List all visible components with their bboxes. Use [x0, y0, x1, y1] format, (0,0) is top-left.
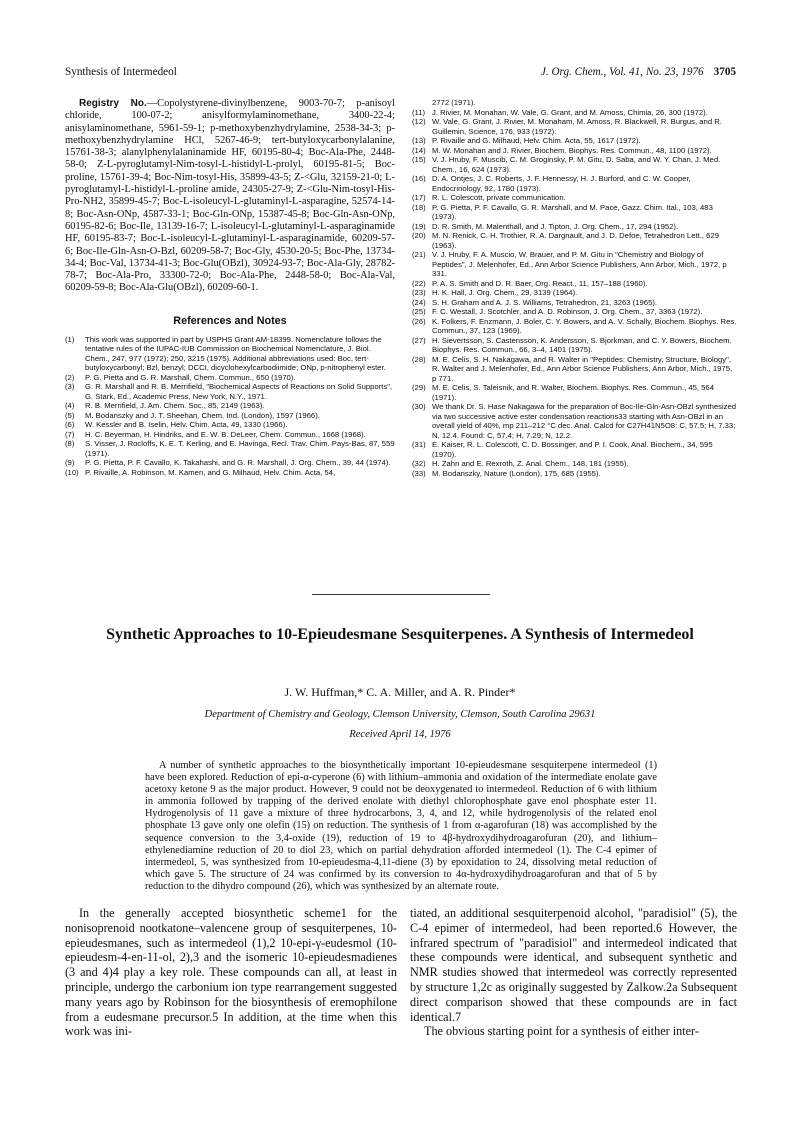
reference-item [65, 382, 395, 401]
reference-number: (2) [65, 372, 75, 382]
reference-text: W. Vale, G. Grant, J. Rivier, M. Monaham, M. Amoss, R. Blackwell, R. Burgus, and R. Guillemin, Science, 176, 933 (1972). [432, 117, 722, 136]
page-number: 3705 [713, 66, 736, 78]
reference-item [412, 250, 737, 279]
reference-text: P. Rivaille and G. Milhaud, Helv. Chim. Acta, 55, 1617 (1972). [432, 136, 641, 145]
section-divider [312, 594, 490, 595]
reference-item [412, 108, 737, 118]
reference-number: (4) [65, 401, 75, 411]
reference-number: (26) [412, 316, 426, 326]
reference-item [412, 155, 737, 174]
reference-text: W. Kessler and B. Iselin, Helv. Chim. Acta, 49, 1330 (1966). [85, 420, 288, 430]
reference-number: (6) [65, 420, 75, 430]
reference-number: (21) [412, 250, 426, 259]
reference-text: H. Sievertsson, S. Castensson, K. Andersson, S. Bjorkman, and C. Y. Bowers, Biochem. Biophys. Res. Commun., 66, 3–4, 1401 (1975). [432, 335, 732, 354]
reference-text: 2772 (1971). [432, 98, 476, 107]
page-header [65, 66, 736, 82]
reference-text: M. E. Celis, S. H. Nakagawa, and R. Walter in "Peptides: Chemistry, Structure, Biology", R. Walter and J. Melenhofer, Ed., Ann Arbor Science Publishers, Ann Arbor, Mich., 1975, p 771. [432, 354, 733, 383]
reference-number: (5) [65, 410, 75, 420]
reference-number: (25) [412, 307, 426, 316]
reference-text: S. H. Graham and A. J. S. Williams, Tetrahedron, 21, 3263 (1965). [432, 297, 658, 307]
reference-number: (23) [412, 288, 426, 297]
reference-item [65, 373, 395, 383]
reference-text: M. N. Renick, C. H. Trothier, R. A. Dargnault, and J. D. Defoe, Tetrahedron Lett., 629 (1963). [432, 231, 719, 250]
reference-text: P. G. Pietta and G. R. Marshall, Chem. Commun., 650 (1970). [85, 372, 296, 382]
body-paragraph: The obvious starting point for a synthesis of either inter- [424, 1024, 699, 1039]
registry-text: —Copolystyrene-divinylbenzene, 9003-70-7; p-anisoyl chloride, 100-07-2; anisylformylaminomethane, 3400-22-4; anisylaminomethane, 5961-59-1; p-methoxybenzhydrylamine, 2538-34-3; p-methoxybenzhydrylamine HCl, 5267-46-9; tert-butyloxycarbonylalanine, 15761-38-3; alanylphenylalaninamide HF, 60195-80-4; Boc-Ala-Phe, 2448-58-0; Z-L-pyroglutamyl-Nim-tosyl-L-histidyl-L-prolyl, 60195-81-5; Boc-proline, 15761-39-4; Boc-Nim-tosyl-His, 35899-43-5; Z-<Glu, 32159-21-0; L-pyroglutamyl-L-histidyl-L-proline amide, 24305-27-9; Z-<Glu-Nim-tosyl-His-Pro-NH2, 35899-45-7; Boc-L-isoleucyl-L-glutaminyl-L-asparagine, 52574-14-8; Boc-Asn-ONp, 4587-33-1; Boc-Gln-ONp, 15387-45-8; Boc-Gln-Asn-ONp, 60195-82-6; Boc-Ile, 13139-16-7; L-isoleucyl-L-glutaminyl-L-asparaginamide HF, 60195-83-7; Boc-L-isoleucyl-L-glutaminyl-L-asparaginamide, 60209-57-6; Boc-Ile-Gln-Asn-O-Bzl, 60209-58-7; Boc-Gly, 4530-20-5; Boc-Phe, 13734-34-4; Boc-Val, 13734-41-3; Boc-Glu(OBzl), 30924-93-7; Boc-Ala-Gly, 28782-78-7; Boc-Ala-Pro, 33300-72-0; Boc-Ala-Phe, 2448-58-0; Boc-Ala-Val, 60209-59-8; Boc-Ala-Glu(OBzl), 60209-60-1. [65, 98, 395, 294]
running-title: Synthesis of Intermedeol [65, 66, 177, 78]
reference-number: (8) [65, 439, 75, 449]
reference-text: G. R. Marshall and R. B. Merrifield, "Biochemical Aspects of Reactions on Solid Supports", G. Stark, Ed., Academic Press, New York, N.Y., 1971. [85, 382, 393, 401]
reference-text: M. E. Celis, S. Taleisnik, and R. Walter, Biochem. Biophys. Res. Commun., 45, 564 (1971). [432, 383, 714, 402]
reference-text: S. Visser, J. Rocloffs, K. E. T. Kerling, and E. Havinga, Recl. Trav. Chim. Pays-Bas, 87, 559 (1971). [85, 439, 395, 458]
reference-text: V. J. Hruby, F. A. Muscio, W. Brauer, and P. M. Gitu in "Chemistry and Biology of Peptides", J. Melenhofer, Ed., Ann Arbor Science Publishers, Ann Arbor, Mich., 1972, p 331. [432, 250, 727, 278]
registry-numbers [65, 98, 395, 295]
article-abstract: A number of synthetic approaches to the biosynthetically important 10-epieudesmane sesquiterpene intermedeol (1) have been explored. Reduction of epi-α-cyperone (6) with lithium–ammonia and oxidation of the intermediate enolate gave acetoxy ketone 9 as the major product. However, 9 could not be deoxygenated to intermedeol. Reduction of 6 with lithium in ammonia followed by trapping of the derived enolate with diethyl chlorophosphate gave enol phosphate ester 11. Hydrogenolysis of 11 gave a mixture of three hydrocarbons, 3, 4, and 12, while hydrogenolysis of the related enol phosphate 13 gave only one olefin (15) on reduction. The synthesis of 1 from α-agarofuran (18) was accomplished by the sequence conversion to the 3,4-oxide (19), reduction of 19 to 4β-hydroxydihydroagarofuran (20), and lithium–ethylenediamine reduction of 20 to diol 23, which on partial dehydration afforded intermedeol (1). The C-4 epimer of intermedeol, 5, was synthesized from 10-epieudesma-4,11-diene (3) by epoxidation to 24, dissolving metal reduction of which gave 5. The structure of 24 was confirmed by its conversion to 4α-hydroxydihydroagarofuran and that of 5 by reduction to the dihydro compound (26), which was synthesized by an alternate route. [145, 760, 657, 892]
reference-number: (1) [65, 334, 75, 344]
reference-text: H. C. Beyerman, H. Hindriks, and E. W. B. DeLeer, Chem. Commun., 1668 (1968). [85, 429, 366, 439]
reference-item [65, 335, 395, 373]
references-heading: References and Notes [173, 314, 287, 327]
reference-item [412, 288, 737, 298]
reference-item [65, 430, 395, 440]
reference-item [412, 193, 737, 203]
reference-text: D. A. Ontjes, J. C. Roberts, J. F. Hennessy, H. J. Burford, and C. W. Cooper, Endocrinology, 92, 1780 (1973). [432, 174, 691, 193]
body-text-left: In the generally accepted biosynthetic scheme1 for the nonisoprenoid nootkatone–valencene group of sesquiterpenes, 10-epieudesmanes, such as intermedeol (1),2 10-epi-γ-eudesmol (10-epieudesm-4-en-11-ol, 2),3 and the isomeric 10-epieudesmadienes (3 and 4)4 play a key role. These compounds can all, at least in principle, undergo the carbonium ion type rearrangement suggested many years ago by Robinson for the biosynthesis of eremophilone from a eudesmane precursor.5 In addition, at the time when this work was ini- [65, 906, 397, 1039]
reference-text: R. L. Colescott, private communication. [432, 193, 566, 202]
reference-number: (32) [412, 459, 426, 468]
reference-number: (7) [65, 429, 75, 439]
reference-item [412, 222, 737, 232]
reference-text: V. J. Hruby, F. Muscib, C. M. Groginsky, P. M. Gitu, D. Saba, and W. Y. Chan, J. Med. Chem., 16, 624 (1973). [432, 155, 721, 174]
reference-item [412, 336, 737, 355]
right-column [412, 98, 737, 478]
reference-number: (28) [412, 354, 426, 364]
reference-number: (11) [412, 107, 426, 117]
reference-item [412, 146, 737, 156]
body-text-right [410, 906, 737, 1039]
reference-item [412, 279, 737, 289]
reference-number: (3) [65, 382, 75, 392]
reference-number: (19) [412, 221, 426, 231]
reference-text: E. Kaiser, R. L. Colescott, C. D. Bossinger, and P. I. Cook, Anal. Biochem., 34, 595 (1970). [432, 440, 713, 459]
reference-number: (27) [412, 335, 426, 345]
reference-text: H. K. Hall, J. Org. Chem., 29, 3139 (1964). [432, 288, 578, 297]
reference-item [412, 231, 737, 250]
reference-text: P. G. Pietta, P. F. Cavallo, K. Takahashi, and G. R. Marshall, J. Org. Chem., 39, 44 (1974). [85, 458, 391, 468]
left-column [65, 98, 395, 477]
reference-item [412, 440, 737, 459]
reference-number: (18) [412, 202, 426, 212]
reference-item [412, 459, 737, 469]
reference-item [412, 174, 737, 193]
reference-number: (13) [412, 136, 426, 145]
body-paragraph: tiated, an additional sesquiterpenoid alcohol, "paradisiol" (5), the C-4 epimer of intermedeol, had been reported.6 However, the infrared spectrum of "paradisiol" and intermedeol indicated that these compounds were identical, and subsequent synthetic and NMR studies showed that intermedeol was correctly represented by structure 1,2c as originally suggested by Zalkow.2a Subsequent direct comparison showed that these compounds are in fact identical.7 [410, 906, 737, 1024]
reference-text: P. G. Pietta, P. F. Cavallo, G. R. Marshall, and M. Pace, Gazz. Chim. Ital., 103, 483 (1973). [432, 202, 713, 221]
reference-number: (15) [412, 155, 426, 164]
article-authors: J. W. Huffman,* C. A. Miller, and A. R. Pinder* [284, 685, 516, 699]
reference-item [65, 468, 395, 478]
reference-text: M. Bodanszky and J. T. Sheehan, Chem. Ind. (London), 1597 (1966). [85, 410, 320, 420]
reference-text: J. Rivier, M. Monahan, W. Vale, G. Grant, and M. Amoss, Chimia, 26, 300 (1972). [432, 107, 708, 117]
reference-number: (24) [412, 297, 426, 307]
reference-item [65, 401, 395, 411]
article-title: Synthetic Approaches to 10-Epieudesmane Sesquiterpenes. A Synthesis of Intermedeol [106, 626, 694, 643]
reference-item [412, 117, 737, 136]
reference-item [65, 439, 395, 458]
reference-item [412, 469, 737, 479]
reference-item [412, 317, 737, 336]
reference-text: P. Rivaille, A. Robinson, M. Kamen, and G. Milhaud, Helv. Chim. Acta, 54, [85, 467, 336, 477]
reference-item [412, 203, 737, 222]
registry-label: Registry No. [79, 98, 147, 109]
reference-text: M. Bodanszky, Nature (London), 175, 685 (1955). [432, 468, 601, 478]
references-list-left [65, 335, 395, 478]
reference-text: D. R. Smith, M. Malenthall, and J. Tipton, J. Org. Chem., 17, 294 (1952). [432, 221, 679, 231]
reference-item [412, 307, 737, 317]
reference-item [412, 383, 737, 402]
reference-item [65, 411, 395, 421]
reference-item [412, 355, 737, 384]
reference-number: (20) [412, 231, 426, 240]
reference-number: (30) [412, 402, 426, 411]
references-list-right [412, 98, 737, 478]
reference-number: (31) [412, 440, 426, 449]
reference-item [412, 298, 737, 308]
reference-text: H. Zahn and E. Rexroth, Z. Anal. Chem., 148, 181 (1955). [432, 459, 629, 468]
reference-item [412, 136, 737, 146]
reference-text: P. A. S. Smith and D. R. Baer, Org. React., 11, 157–188 (1960). [432, 278, 648, 288]
reference-text: We thank Dr. S. Hase Nakagawa for the preparation of Boc-Ile-Gln-Asn-OBzl synthesized via two successive active ester condensation reactions33 starting with Asn-OBzl in an overall yield of 40%, mp 211–212 °C dec. Anal. Calcd for C27H41N5O8: C, 57.5; H, 7.33; N, 12.4. Found: C, 57.4; H, 7.29; N, 12.2. [432, 402, 737, 440]
reference-text: M. W. Monahan and J. Rivier, Biochem. Biophys. Res. Commun., 48, 1100 (1972). [432, 145, 712, 155]
reference-text: This work was supported in part by USPHS Grant AM-18399. Nomenclature follows the tentative rules of the IUPAC-IUB Commission on Biochemical Nomenclature, J. Biol. Chem., 247, 977 (1972); 250, 3215 (1975). Additional abbreviations used: Boc, tert-butyloxycarbonyl; Bzl, benzyl; DCCI, dicyclohexylcarbodiimide; ONp, p-nitrophenyl ester. [85, 334, 386, 373]
article-affiliation: Department of Chemistry and Geology, Clemson University, Clemson, South Carolina 29631 [204, 709, 596, 720]
reference-item [412, 98, 737, 108]
reference-number: (12) [412, 117, 426, 126]
reference-item [412, 402, 737, 440]
reference-number: (14) [412, 145, 426, 155]
reference-text: R. B. Merrifield, J. Am. Chem. Soc., 85, 2149 (1963). [85, 401, 265, 411]
reference-number: (29) [412, 383, 426, 392]
reference-item [65, 420, 395, 430]
journal-citation [541, 66, 736, 78]
reference-text: K. Folkers, F. Enzmann, J. Boler, C. Y. Bowers, and A. V. Schally, Biochem. Biophys. Res. Commun., 37, 123 (1969). [432, 316, 737, 335]
reference-number: (9) [65, 458, 75, 468]
reference-item [65, 458, 395, 468]
reference-number: (17) [412, 193, 426, 202]
reference-text: F. C. Westall, J. Scotchler, and A. D. Robinson, J. Org. Chem., 37, 3363 (1972). [432, 307, 703, 316]
reference-number: (33) [412, 468, 426, 478]
journal-name: J. Org. Chem., Vol. 41, No. 23, 1976 [540, 66, 704, 78]
reference-number: (10) [65, 467, 79, 477]
reference-number: (16) [412, 174, 426, 183]
received-date: Received April 14, 1976 [349, 729, 451, 740]
reference-number: (22) [412, 278, 426, 288]
